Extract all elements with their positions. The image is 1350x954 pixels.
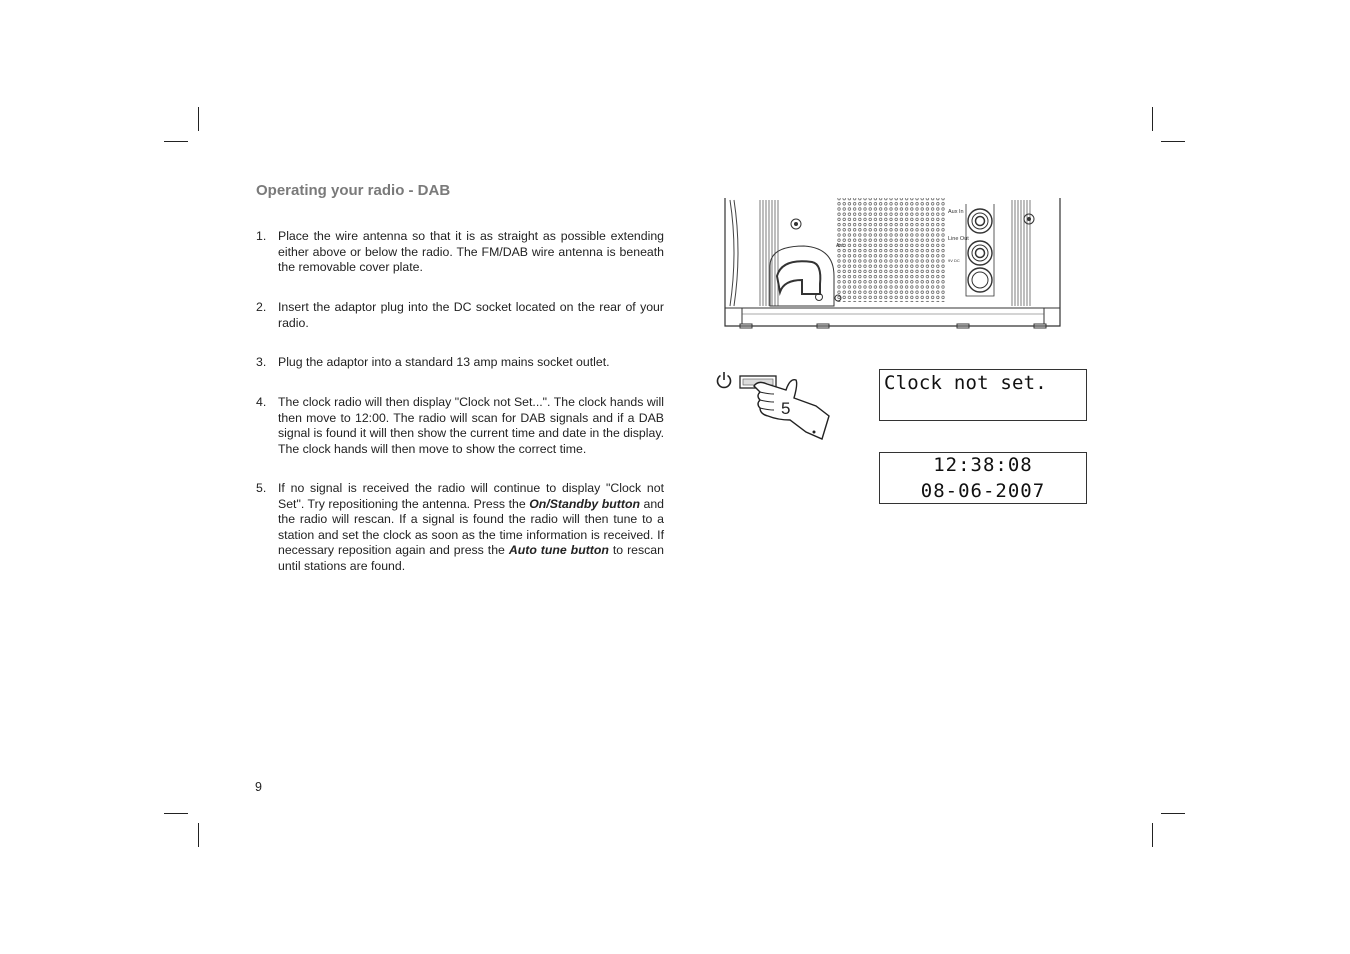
lcd-line: Clock not set. — [884, 372, 1047, 394]
crop-mark — [1161, 813, 1185, 814]
dc-label: 9V DC — [948, 258, 960, 263]
crop-mark — [198, 107, 199, 131]
step-2 — [256, 300, 664, 331]
section-title: Operating your radio - DAB — [256, 182, 451, 199]
step-text-part: If no signal is received the radio will continue to display "Clock not Set". Try repositioning the antenna. Press the — [278, 481, 664, 511]
lcd-display-time-date — [879, 452, 1087, 504]
step-text: Insert the adaptor plug into the DC socket located on the rear of your radio. — [278, 300, 664, 330]
step-text: Place the wire antenna so that it is as straight as possible extending either above or below the radio. The FM/DAB wire antenna is beneath the removable cover plate. — [278, 229, 664, 274]
aux-in-label: Aux In — [948, 209, 964, 215]
step-number: 5. — [256, 481, 267, 495]
step-number: 1. — [256, 229, 267, 243]
line-out-label: Line Out — [948, 236, 969, 242]
lcd-display-clock-not-set — [879, 369, 1087, 421]
crop-mark — [164, 813, 188, 814]
lcd-date: 08-06-2007 — [920, 480, 1046, 502]
crop-mark — [164, 141, 188, 142]
step-1 — [256, 229, 664, 276]
lcd-time: 12:38:08 — [933, 454, 1033, 476]
on-standby-button-ref: On/Standby button — [529, 496, 640, 511]
step-number: 4. — [256, 395, 267, 409]
page-number: 9 — [255, 780, 262, 794]
step-5 — [256, 481, 664, 574]
step-number: 2. — [256, 300, 267, 314]
crop-mark — [1161, 141, 1185, 142]
step-number: 3. — [256, 355, 267, 369]
crop-mark — [198, 823, 199, 847]
auto-tune-button-ref: Auto tune button — [508, 543, 609, 557]
step-text — [278, 481, 664, 574]
power-icon — [718, 372, 731, 387]
crop-mark — [1152, 823, 1153, 847]
ant-label: Ant. — [836, 243, 845, 249]
step-text: The clock radio will then display "Clock not Set...". The clock hands will then move to 12:00. The radio will scan for DAB signals and if a DAB signal is found it will then show the current time and date in the display. The clock hands will then move to show the correct time. — [278, 395, 664, 456]
step-text-part: and the radio will rescan. If a signal is found the radio will then tune to a station and set the clock as soon as the time information is received. If necessary reposition again and press the — [278, 496, 665, 557]
step-text-part: to rescan until stations are found. — [278, 543, 664, 573]
standby-button-illustration — [712, 368, 837, 443]
crop-mark — [1152, 107, 1153, 131]
step-text: Plug the adaptor into a standard 13 amp mains socket outlet. — [278, 355, 610, 369]
radio-rear-panel-illustration — [722, 196, 1064, 332]
finger-step-number: 5 — [781, 399, 791, 418]
step-4 — [256, 395, 664, 457]
step-3 — [256, 355, 664, 371]
